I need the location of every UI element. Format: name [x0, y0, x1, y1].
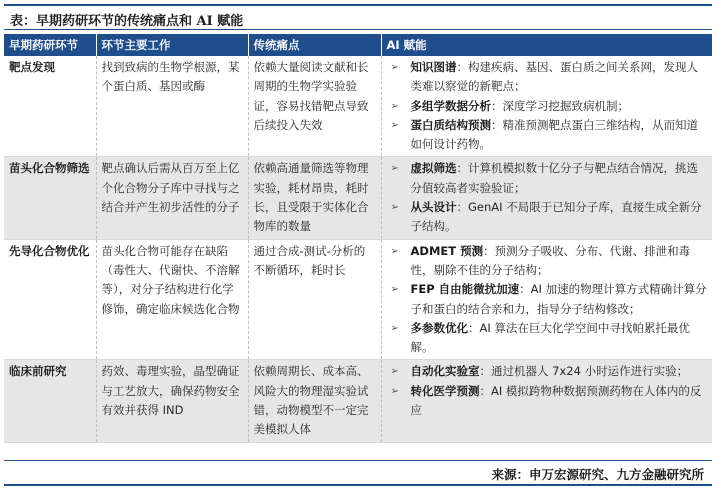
ai-item [387, 319, 708, 358]
ai-cell [381, 157, 712, 239]
pain-cell: 依赖大量阅读文献和长周期的生物学实验验证，容易找错靶点导致后续投入失效 [248, 56, 381, 157]
stage-cell: 苗头化合物筛选 [4, 157, 96, 239]
ai-item [387, 198, 708, 237]
header-work: 环节主要工作 [96, 34, 248, 56]
ai-item-keyword: 虚拟筛选 [410, 161, 457, 176]
ai-item-text: ：精准预测靶点蛋白三维结构，从而知道如何设计药物。 [410, 117, 698, 152]
source-bar [4, 460, 712, 486]
arrow-bullet-icon: ➢ [390, 245, 399, 257]
ai-item-keyword: 蛋白质结构预测 [410, 117, 491, 132]
ai-item-text: ：预测分子吸收、分布、代谢、排泄和毒性，剔除不佳的分子结构； [410, 243, 691, 277]
ai-item [387, 159, 708, 198]
ai-item-text: ：计算机模拟数十亿分子与靶点结合情况，挑选分值较高者实验验证； [410, 161, 698, 195]
ai-item [387, 362, 708, 381]
arrow-bullet-icon: ➢ [390, 119, 399, 131]
ai-item [387, 382, 708, 421]
ai-item-keyword: FEP 自由能微扰加速 [410, 282, 520, 297]
arrow-bullet-icon: ➢ [390, 163, 399, 175]
arrow-bullet-icon: ➢ [390, 366, 399, 378]
work-cell: 药效、毒理实验，晶型确证与工艺放大，确保药物安全有效并获得 IND [96, 360, 248, 442]
table-row [4, 157, 712, 239]
pain-points-table [4, 34, 712, 443]
ai-item-text: ：AI 模拟跨物种数据预测药物在人体内的反应 [410, 383, 702, 418]
table-row [4, 239, 712, 360]
ai-cell [381, 56, 712, 157]
ai-item-keyword: 多参数优化 [410, 320, 468, 335]
ai-item-text: ：AI 加速的物理计算方式精确计算分子和蛋白的结合亲和力，指导分子结构修改； [410, 282, 707, 316]
ai-item-keyword: ADMET 预测 [410, 243, 484, 258]
ai-item-keyword: 转化医学预测 [410, 383, 480, 398]
ai-item [387, 58, 708, 97]
ai-item-text: ：AI 算法在巨大化学空间中寻找帕累托最优解。 [410, 320, 690, 355]
header-stage: 早期药研环节 [4, 34, 96, 56]
ai-cell [381, 360, 712, 442]
table-header-row [4, 34, 712, 56]
arrow-bullet-icon: ➢ [390, 322, 399, 334]
table-row [4, 56, 712, 157]
header-pain: 传统痛点 [248, 34, 381, 56]
stage-cell: 靶点发现 [4, 56, 96, 157]
header-ai: AI 赋能 [381, 34, 712, 56]
ai-item-keyword: 知识图谱 [410, 60, 457, 74]
ai-cell [381, 239, 712, 360]
work-cell: 靶点确认后需从百万至上亿个化合物分子库中寻找与之结合并产生初步活性的分子 [96, 157, 248, 239]
table-title: 表：早期药研环节的传统痛点和 AI 赋能 [10, 14, 244, 29]
ai-item [387, 97, 708, 116]
source-note: 来源：申万宏源研究、九方金融研究所 [491, 467, 704, 482]
arrow-bullet-icon: ➢ [390, 385, 399, 397]
arrow-bullet-icon: ➢ [390, 62, 399, 73]
pain-cell: 依赖高通量筛选等物理实验，耗材昂贵，耗时长，且受限于实体化合物库的数量 [248, 157, 381, 239]
ai-item [387, 242, 708, 281]
pain-cell: 依赖周期长、成本高、风险大的物理湿实验试错，动物模型不一定完美模拟人体 [248, 360, 381, 442]
table-title-bar [4, 4, 712, 30]
work-cell: 找到致病的生物学根源，某个蛋白质、基因或酶 [96, 56, 248, 157]
ai-item-text: ：通过机器人 7x24 小时运作进行实验； [479, 364, 689, 379]
arrow-bullet-icon: ➢ [390, 284, 399, 296]
ai-item-text: ：深度学习挖掘致病机制； [491, 98, 629, 113]
ai-item-text: ：构建疾病、基因、蛋白质之间关系网，发现人类难以察觉的新靶点； [410, 60, 698, 94]
ai-item [387, 280, 708, 319]
arrow-bullet-icon: ➢ [390, 100, 399, 112]
stage-cell: 先导化合物优化 [4, 239, 96, 360]
stage-cell: 临床前研究 [4, 360, 96, 442]
work-cell: 苗头化合物可能存在缺陷（毒性大、代谢快、不溶解等），对分子结构进行化学修饰，确定临床候选化合物 [96, 239, 248, 360]
pain-cell: 通过合成-测试-分析的不断循环，耗时长 [248, 239, 381, 360]
ai-item-keyword: 多组学数据分析 [410, 98, 491, 113]
ai-item-text: ：GenAI 不局限于已知分子库，直接生成全新分子结构。 [410, 200, 702, 234]
table-row [4, 360, 712, 442]
ai-item-keyword: 从头设计 [410, 200, 457, 215]
ai-item [387, 116, 708, 155]
arrow-bullet-icon: ➢ [390, 202, 399, 214]
ai-item-keyword: 自动化实验室 [410, 364, 480, 379]
